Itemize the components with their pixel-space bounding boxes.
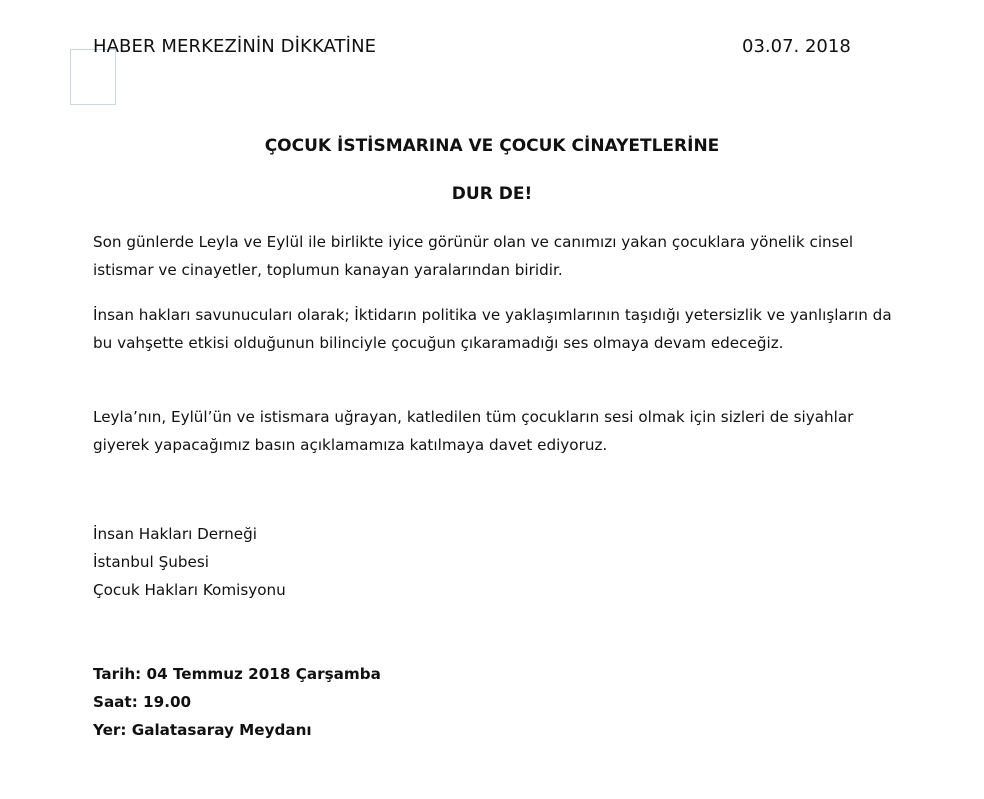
- body-paragraph-1: Son günlerde Leyla ve Eylül ile birlikte iyice görünür olan ve canımızı yakan çocuklara yönelik cinsel istismar ve cinayetler, toplumun kanayan yaralarından biridir.: [93, 233, 854, 279]
- signature-branch: İstanbul Şubesi: [93, 553, 209, 571]
- page-corner-marker: [70, 49, 116, 105]
- event-date: Tarih: 04 Temmuz 2018 Çarşamba: [93, 665, 381, 683]
- title-line-1: ÇOCUK İSTİSMARINA VE ÇOCUK CİNAYETLERİNE: [264, 136, 720, 156]
- title-line-2: DUR DE!: [451, 184, 533, 204]
- recipient-header: HABER MERKEZİNİN DİKKATİNE: [93, 36, 377, 57]
- event-place: Yer: Galatasaray Meydanı: [93, 721, 312, 739]
- signature-organization: İnsan Hakları Derneği: [93, 525, 257, 543]
- body-paragraph-3: Leyla’nın, Eylül’ün ve istismara uğrayan, katledilen tüm çocukların sesi olmak için sizleri de siyahlar giyerek yapacağımız basın açıklamamıza katılmaya davet ediyoruz.: [93, 408, 854, 454]
- signature-commission: Çocuk Hakları Komisyonu: [93, 581, 286, 599]
- body-paragraph-2: İnsan hakları savunucuları olarak; İktidarın politika ve yaklaşımlarının taşıdığı yetersizlik ve yanlışların da bu vahşette etkisi olduğunun bilinciyle çocuğun çıkaramadığı ses olmaya devam edeceğiz.: [93, 306, 892, 352]
- event-time: Saat: 19.00: [93, 693, 192, 711]
- document-date: 03.07. 2018: [742, 36, 851, 57]
